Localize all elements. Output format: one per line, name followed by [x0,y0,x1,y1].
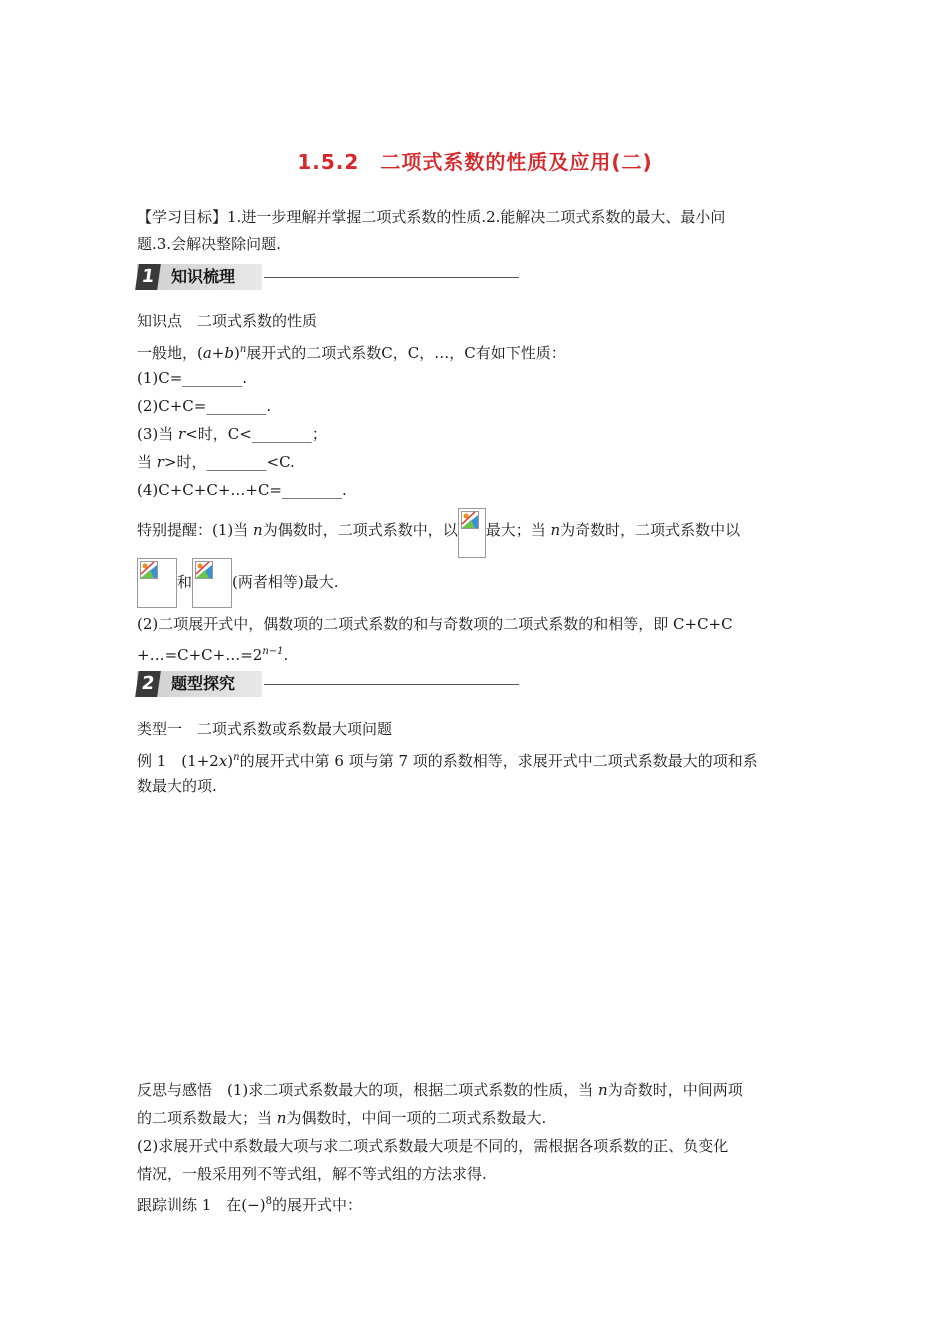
property-4: (4)C+C+C+…+C=________. [137,481,347,499]
goals-label: 【学习目标】 [137,208,228,226]
special-tip-2b [137,642,288,665]
example-paren: ) [227,752,234,770]
section-number: 1 [135,264,161,290]
tip-text-e: 和 [177,573,193,591]
section-header-exploration [137,671,519,697]
broken-image-icon [137,558,177,608]
intro-paren: ) [233,344,240,362]
reflection-3: (2)求展开式中系数最大项与求二项式系数最大项是不同的，需根据各项系数的正、负变化 [137,1137,729,1155]
p4-var: r [156,453,164,471]
reflection-var: n [276,1109,287,1127]
example-var: x [218,752,228,770]
training-exponent: 8 [265,1196,272,1207]
property-2: (2)C+C=________. [137,397,272,415]
special-tip-2: (2)二项展开式中，偶数项的二项式系数的和与奇数项的二项式系数的和相等，即 C+C+C [137,615,733,633]
reflection-1 [137,1080,743,1100]
training-rest: 的展开式中： [271,1196,362,1214]
reflection-2 [137,1108,546,1128]
special-tip-1 [137,508,740,558]
intro-exponent: n [239,344,247,355]
reflection-text: 反思与感悟 (1)求二项式系数最大的项，根据二项式系数的性质，当 [137,1081,599,1099]
goals-text-2: 题.3.会解决整除问题. [137,235,281,253]
p3-text: (3)当 [137,425,179,443]
reflection-4: 情况，一般采用列不等式组，解不等式组的方法求得. [137,1165,487,1183]
reflection-text: 的二项系数最大；当 [137,1109,277,1127]
intro-rest: 展开式的二项式系数C，C，…，C有如下性质： [246,344,566,362]
tip-text-b: 为偶数时，二项式系数中，以 [262,521,458,539]
knowledge-intro [137,340,566,363]
p3-var: r [178,425,186,443]
example-exponent: n [233,752,240,763]
type1-heading: 类型一 二项式系数或系数最大项问题 [137,720,393,738]
intro-text: 一般地，( [137,344,203,362]
broken-image-icon [458,508,486,558]
example-text: 例 1 (1+2 [137,752,219,770]
section-rule [264,684,519,685]
p4-rest: >时，________<C. [163,453,295,471]
training-text: 跟踪训练 1 在(−) [137,1196,266,1214]
knowledge-heading: 知识点 二项式系数的性质 [137,312,318,330]
learning-goals [137,207,725,227]
property-1: (1)C=________. [137,369,248,387]
example-1-line2: 数最大的项. [137,777,217,795]
broken-image-icon [192,558,232,608]
property-3 [137,424,327,444]
tip2-text: +…=C+C+…=2 [137,646,263,664]
tip-text-d: 为奇数时，二项式系数中以 [560,521,741,539]
p3-rest: <时，C<________； [185,425,327,443]
tip-text-f: (两者相等)最大. [232,573,339,591]
tip2-period: . [283,646,289,664]
property-3b [137,452,295,472]
section-header-knowledge [137,264,519,290]
section-label: 知识梳理 [171,267,236,286]
goals-text-1: 1.进一步理解并掌握二项式系数的性质.2.能解决二项式系数的最大、最小问 [227,208,726,226]
tip-var-n1: n [253,521,263,539]
tip-var-n2: n [550,521,561,539]
special-tip-1b [137,558,339,608]
tip-text-a: 特别提醒：(1)当 [137,521,254,539]
section-number: 2 [135,671,161,697]
section-rule [264,277,519,278]
intro-var: a+b [202,344,234,362]
example-1 [137,748,758,771]
reflection-rest: 为奇数时，中间两项 [607,1081,743,1099]
reflection-var: n [598,1081,608,1099]
tip2-exponent: n−1 [262,646,284,657]
page-title: 1.5.2 二项式系数的性质及应用(二) [297,150,653,174]
example-rest: 的展开式中第 6 项与第 7 项的系数相等，求展开式中二项式系数最大的项和系 [239,752,758,770]
training-1 [137,1192,362,1215]
section-label: 题型探究 [171,674,236,693]
reflection-rest: 为偶数时，中间一项的二项式系数最大. [286,1109,547,1127]
tip-text-c: 最大；当 [485,521,551,539]
p4-text: 当 [137,453,157,471]
